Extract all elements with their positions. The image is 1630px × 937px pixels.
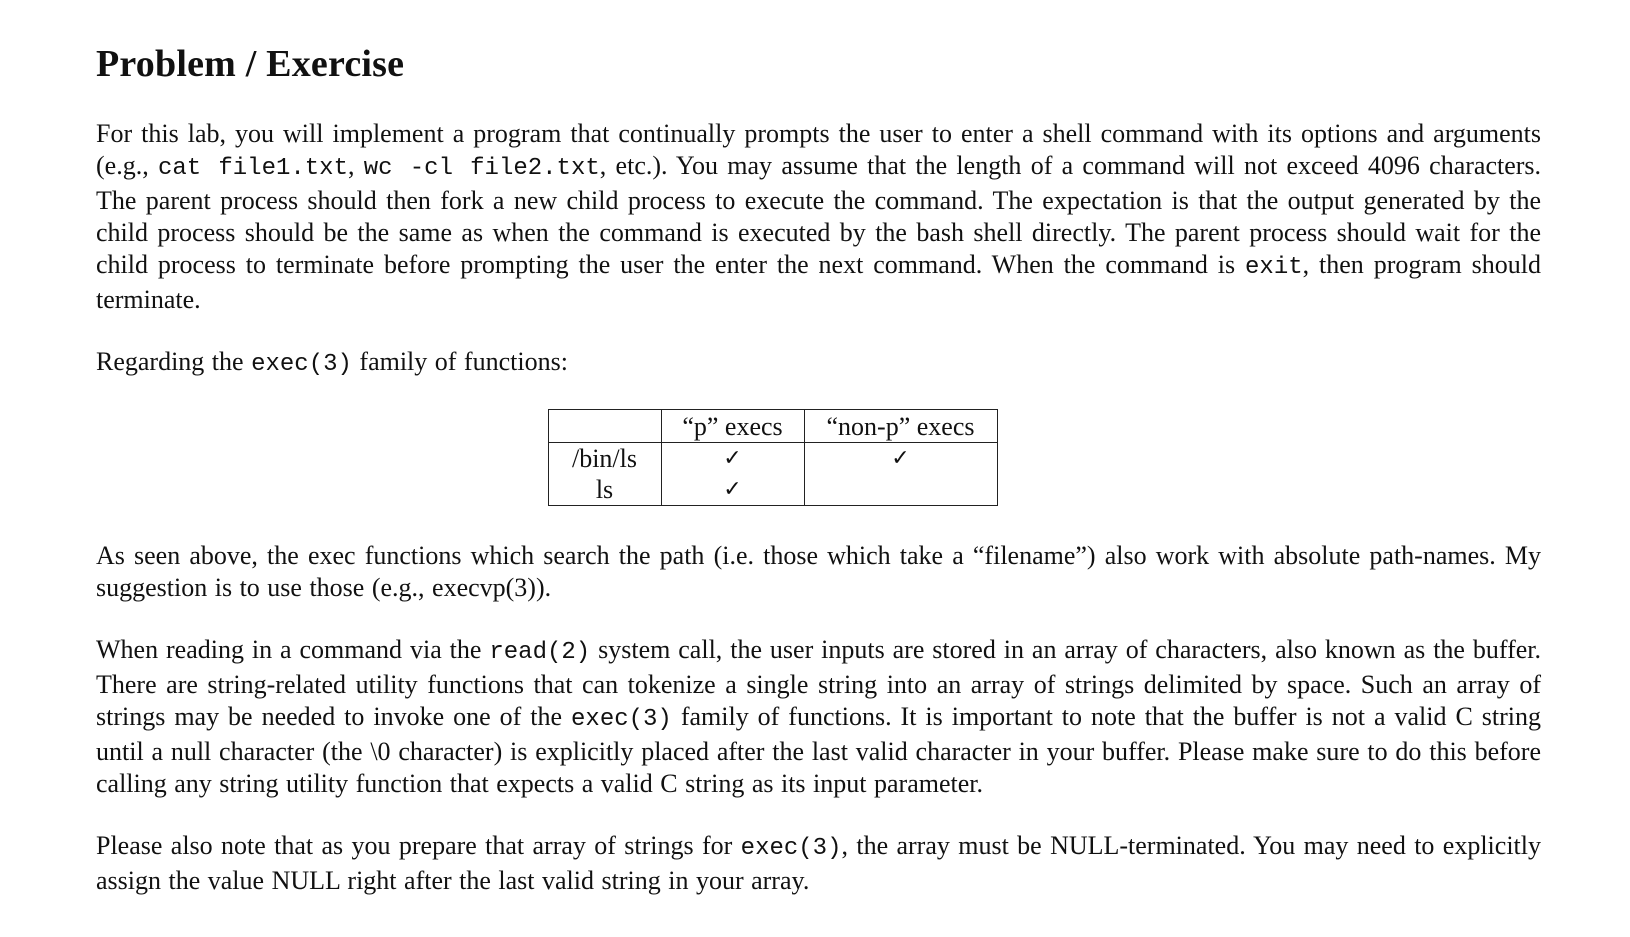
regarding-code-exec: exec(3)	[251, 351, 352, 378]
read-paragraph	[96, 634, 1541, 800]
null-paragraph	[96, 830, 1541, 897]
null-text-1: Please also note that as you prepare that array of strings for	[96, 831, 741, 860]
exec-table-header-row	[548, 410, 997, 443]
intro-code-exit: exit	[1245, 254, 1303, 281]
exec-table-row	[548, 474, 997, 506]
read-code-exec: exec(3)	[571, 706, 672, 733]
regarding-text-2: family of functions:	[351, 347, 568, 376]
intro-text-1: For this lab, you will implement a program that continually prompts the user to enter a shell command with its options and arguments (e.g.,	[96, 119, 1541, 180]
exec-table-corner-cell	[548, 410, 661, 443]
check-icon: ✓	[661, 474, 804, 506]
null-text-2: , the array must be NULL-terminated. You may need to explicitly assign the value NULL right after the last valid string in your array.	[96, 831, 1541, 895]
check-icon: ✓	[804, 443, 997, 475]
exec-table-row	[548, 443, 997, 475]
read-text-1: When reading in a command via the	[96, 635, 490, 664]
document-page	[96, 34, 1541, 897]
check-icon: ✓	[661, 443, 804, 475]
exec-table-row-label: /bin/ls	[548, 443, 661, 475]
intro-text-2: ,	[348, 151, 364, 180]
exec-table	[548, 409, 998, 506]
intro-code-wc: wc -cl file2.txt	[363, 155, 600, 182]
intro-text-4: , then program should terminate.	[96, 250, 1542, 314]
intro-text-3: , etc.). You may assume that the length of a command will not exceed 4096 characters. The parent process should then fork a new child process to execute the command. The expectation is that the output generated by the child process should be the same as when the command is executed by the bash shell directly. The parent process should wait for the child process to terminate before prompting the user the enter the next command. When the command is	[96, 151, 1542, 279]
section-heading: Problem / Exercise	[96, 43, 405, 85]
after-table-paragraph: As seen above, the exec functions which search the path (i.e. those which take a “filename”) also work with absolute path-names. My suggestion is to use those (e.g., execvp(3)).	[96, 541, 1541, 602]
regarding-text-1: Regarding the	[96, 347, 252, 376]
regarding-paragraph	[96, 346, 1541, 381]
read-text-2: system call, the user inputs are stored in an array of characters, also known as the buffer. There are string-related utility functions that can tokenize a single string into an array of strings delimited by space. Such an array of strings may be needed to invoke one of the	[96, 635, 1541, 731]
null-code-exec: exec(3)	[740, 835, 842, 862]
intro-code-cat: cat file1.txt	[157, 155, 348, 182]
read-code-read: read(2)	[489, 639, 591, 666]
read-text-3: family of functions. It is important to note that the buffer is not a valid C string until a null character (the \0 character) is explicitly placed after the last valid character in your buffer. Please make sure to do this before calling any string utility function that expects a valid C string as its input parameter.	[96, 702, 1541, 798]
intro-paragraph	[96, 118, 1541, 316]
exec-table-empty-cell	[804, 474, 997, 506]
exec-table-header-p: “p” execs	[661, 410, 804, 443]
exec-table-wrapper	[96, 409, 1541, 506]
exec-table-header-nonp: “non-p” execs	[804, 410, 997, 443]
exec-table-row-label: ls	[548, 474, 661, 506]
